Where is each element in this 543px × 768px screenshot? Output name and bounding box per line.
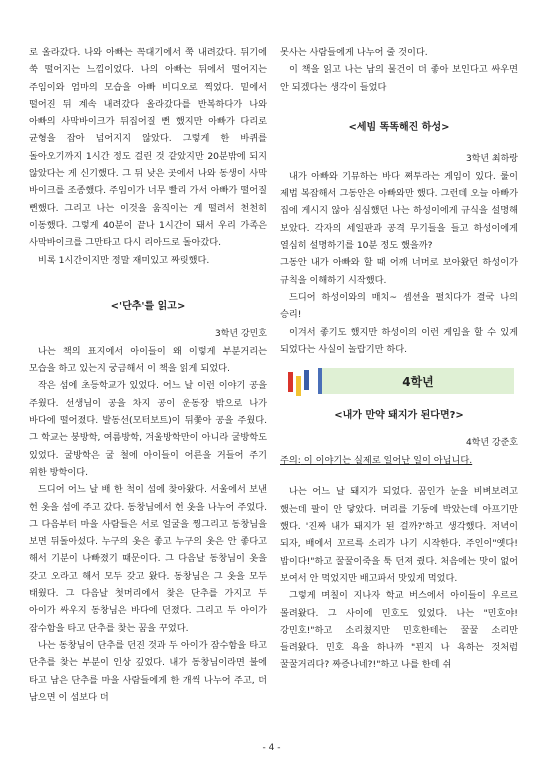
body-paragraph: 드디어 어느 날 배 한 척이 섬에 찾아왔다. 서울에서 보낸 헌 옷을 섬에 주고 갔다. 동창님에서 헌 옷을 나누어 주었다. 그 다음부터 마을 사람들은 서로 얼굴을 찡그리고 동창님을 보면 뒤돌아섰다. 누구의 옷은 좋고 누구의 옷은 안 좋다고 해서 기분이 나빠졌기 때문이다. 그 다음날 동창님이 옷을 갖고 오라고 해서 모두 갖고 왔다. 동창님은 그 옷을 모두 태웠다. 그 다음날 첫머리에서 찾은 단추를 가지고 두 아이가 싸우지 동창님은 바다에 던졌다. 그리고 두 아이가 잠수함을 타고 단추를 찾는 꿈을 꾸었다.: [29, 484, 267, 634]
body-paragraph: 나는 동창님이 단추를 던진 것과 두 아이가 잠수함을 타고 단추를 찾는 부분이 인상 깊었다. 내가 동창님이라면 불에 타고 남은 단추를 마을 사람들에게 한 개씩 나누어 주고, 더 남으면 이 섬보다 더: [29, 639, 267, 703]
essay-author: 4학년 강준호: [465, 438, 518, 449]
grade-banner: [280, 366, 518, 396]
body-paragraph: 드디어 하성이와의 매치~ 셉션을 펼치다가 결국 나의 승리!: [280, 291, 518, 321]
note-label: 주의:: [280, 455, 301, 467]
note-text: 이 이야기는 실제로 일어난 일이 아닙니다.: [300, 455, 473, 467]
grade-label: 4학년: [318, 368, 514, 394]
right-column: [280, 44, 518, 674]
essay-author: 3학년 강민호: [214, 328, 267, 339]
body-paragraph: 이 책을 읽고 나는 남의 물건이 더 좋아 보인다고 싸우면 안 되겠다는 생각이 들었다: [280, 64, 518, 93]
body-paragraph: 그동안 내가 아빠와 할 때 어깨 너머로 보아왔던 하성이가 규칙을 이해하기 시작했다.: [280, 257, 518, 286]
body-paragraph: 그렇게 며칠이 지나자 학교 버스에서 아이들이 우르르 몰려왔다. 그 사이에 민호도 있었다. 나는 "민호야! 강민호!"하고 소리쳤지만 민호한테는 꿀꿀 소리만 들려왔다. 민호 욕을 하나까 "꾄지 나 욕하는 것처럼 꿀꿀거리다? 짜증나네?!"하고 나를 한데 쉬: [280, 590, 518, 671]
decor-bar-blue: [304, 370, 309, 390]
body-paragraph: 나는 어느 날 돼지가 되었다. 꿈인가 눈을 비벼보려고 했는데 팔이 안 닿았다. 머리를 기둥에 박았는데 아프기만 했다. '진짜 내가 돼지가 된 걸까?'하고 생각했다. 저녁이 되자, 배에서 꼬르륵 소리가 나기 시작한다. 주인이"옛다! 밥이다!"하고 꿀꿀이죽을 툭 던져 줬다. 처음에는 맛이 없어 보여서 안 먹었지만 배고파서 맛있게 먹었다.: [280, 486, 518, 584]
body-paragraph: 이겨서 좋기도 했지만 하성이의 이런 게임을 할 수 있게 되었다는 사실이 놀랍기만 하다.: [280, 326, 518, 355]
body-paragraph: 로 올라갔다. 나와 아빠는 꼭대기에서 쭉 내려갔다. 뒤기에 쑥 떨어지는 느낌이었다. 나의 아빠는 뒤에서 떨어지는 주임이와 엄마의 모습을 아빠 비디오로 찍었다. 밑에서 떨어진 뒤 계속 내려갔다 올라갔다를 반복하다가 나와 아빠의 사막바이크가 뒤집어질 뻔 했지만 아빠가 다리로 균형을 잡아 넘어지지 않았다. 그렇게 한 바퀴를 돌아오기까지 1시간 정도 걸린 것 같았지만 20분밖에 되지 않았다는 게 신기했다. 그 뒤 낮은 곳에서 나와 동생이 사막 바이크를 조종했다. 주임이가 너무 빨리 가서 아빠가 떨어질 뻔했다. 그리고 나는 이것을 움직이는 게 떨려서 천천히 이동했다. 그렇게 40분이 끝나 1시간이 돼서 우리 가족은 사막바이크를 그만타고 다시 리아드로 돌아갔다.: [29, 47, 267, 249]
essay-title: <세빔 똑똑해진 하성>: [348, 121, 450, 133]
body-paragraph: 작은 섬에 초등학교가 있었다. 어느 날 이런 이야기 공을 주웠다. 선생님이 공을 차지 공이 운동장 밖으로 나가 바다에 떨어졌다. 발동선(모터보트)이 뒤쫓아 공을 주웠다. 그 학교는 붕방학, 여름방학, 겨울방학만이 아니라 굴방학도 있었다. 굴방학은 굴 철에 아이들이 어른을 거들어 주기 위한 방학이다.: [29, 380, 267, 478]
left-column: [29, 44, 267, 706]
page-number: - 4 -: [262, 743, 281, 753]
body-paragraph: 비록 1시간이지만 정말 재미있고 짜릿했다.: [38, 254, 210, 266]
body-paragraph: 나는 책의 표지에서 아이들이 왜 이렇게 부분거리는 모습을 하고 있는지 궁금해서 이 책을 읽게 되었다.: [29, 345, 267, 375]
warning-note: [280, 452, 518, 469]
essay-title: <'단추'를 읽고>: [110, 300, 186, 312]
essay-title: <내가 만약 돼지가 된다면?>: [334, 410, 464, 422]
decor-bar-red: [288, 372, 293, 392]
body-paragraph: 못사는 사람들에게 나누어 줄 것이다.: [280, 47, 428, 58]
body-paragraph: 내가 아빠와 기뮤하는 바다 쪄투라는 게임이 있다. 룰이 제법 복잡해서 그동안은 아빠와만 했다. 그런데 오늘 아빠가 집에 게시지 않아 심심했던 나는 하성이에게 규식을 설명해 보았다. 각자의 세일판과 공격 무기들을 들고 하성이에게 열심히 설명하기를 10분 정도 했을까?: [280, 170, 518, 252]
essay-author: 3학년 최하랑: [465, 153, 518, 164]
decor-bar-yellow: [296, 376, 301, 396]
